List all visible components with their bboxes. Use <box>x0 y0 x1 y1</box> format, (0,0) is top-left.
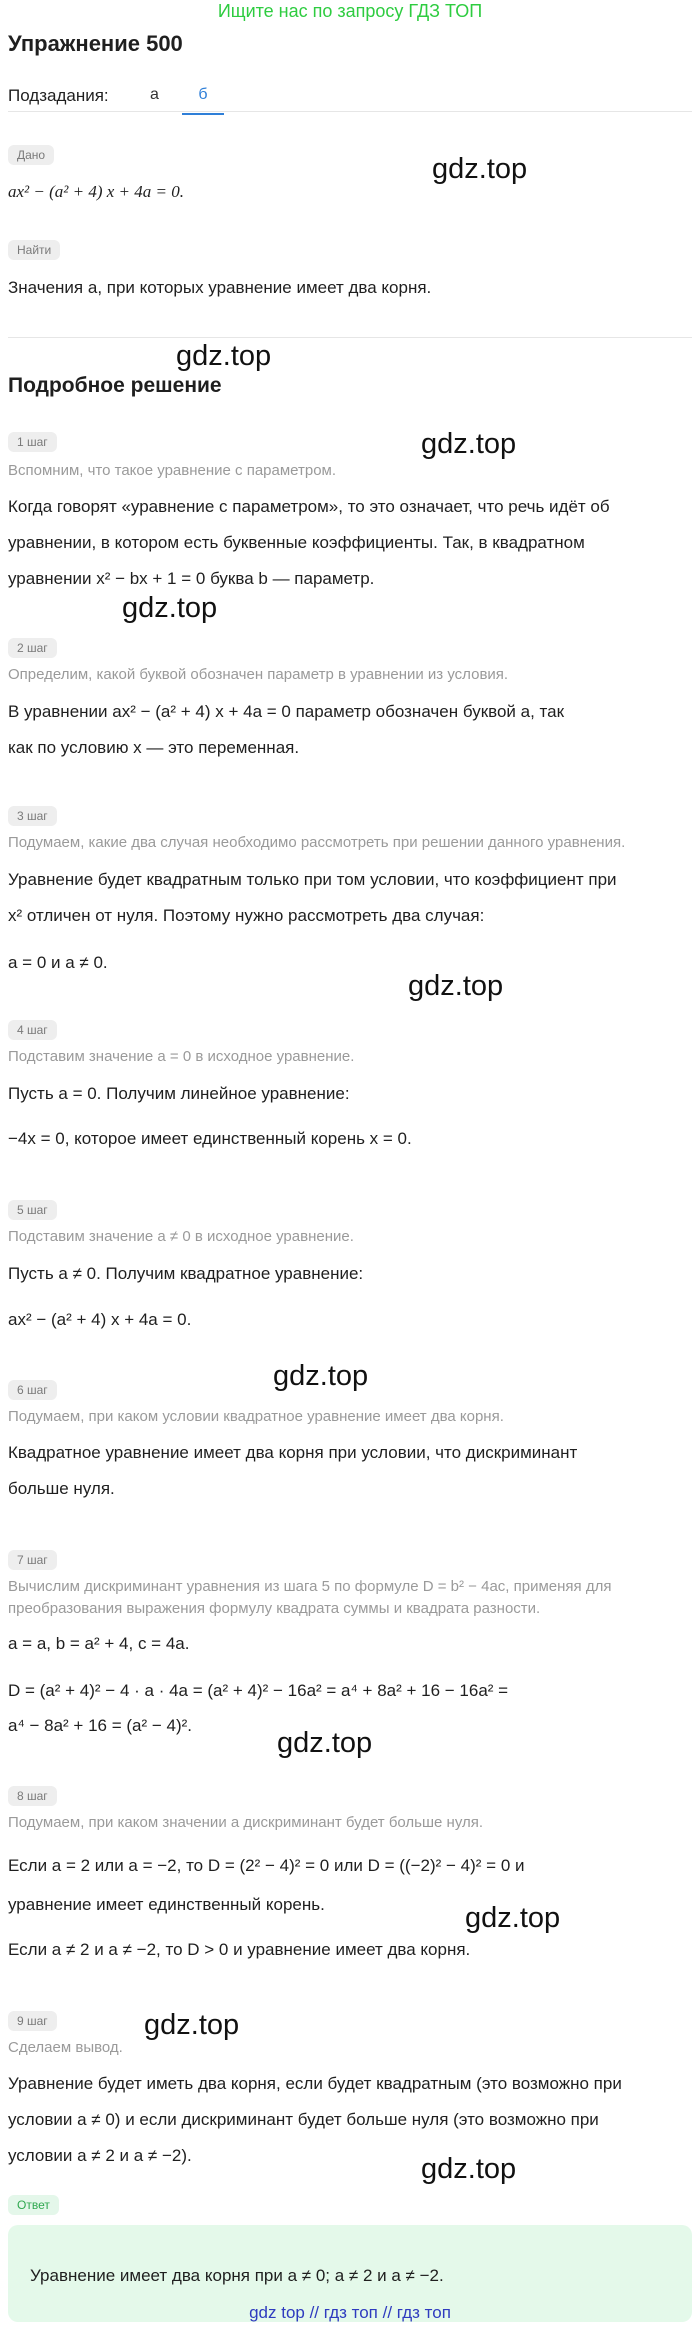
step-3-line-1: Уравнение будет квадратным только при том условии, что коэффициент при <box>8 870 617 889</box>
watermark: gdz.top <box>122 592 218 624</box>
step-8-hint: Подумаем, при каком значении a дискриминант будет больше нуля. <box>8 1814 484 1831</box>
step-9-hint: Сделаем вывод. <box>8 2039 123 2056</box>
tabs-divider <box>8 111 692 112</box>
watermark: gdz.top <box>176 340 272 372</box>
step-8-line-3: Если a ≠ 2 и a ≠ −2, то D > 0 и уравнение имеет два корня. <box>8 1940 471 1959</box>
step-1-hint: Вспомним, что такое уравнение с параметром. <box>8 462 337 479</box>
step-6-hint: Подумаем, при каком условии квадратное уравнение имеет два корня. <box>8 1408 504 1425</box>
step-8-line-1: Если a = 2 или a = −2, то D = (2² − 4)² = 0 или D = ((−2)² − 4)² = 0 и <box>8 1856 525 1875</box>
step-7-line-1: a = a, b = a² + 4, c = 4a. <box>8 1634 190 1653</box>
step-3-line-3: a = 0 и a ≠ 0. <box>8 953 108 972</box>
step-6-chip: 6 шаг <box>8 1380 57 1400</box>
step-7-hint-1: Вычислим дискриминант уравнения из шага 5 по формуле D = b² − 4ac, применяя для <box>8 1578 612 1595</box>
tab-a[interactable]: а <box>150 86 159 103</box>
step-4-line-1: Пусть a = 0. Получим линейное уравнение: <box>8 1084 350 1103</box>
step-4-hint: Подставим значение a = 0 в исходное уравнение. <box>8 1048 355 1065</box>
step-6-line-1: Квадратное уравнение имеет два корня при условии, что дискриминант <box>8 1443 578 1462</box>
given-chip: Дано <box>8 145 54 165</box>
answer-chip: Ответ <box>8 2195 59 2215</box>
step-9-chip: 9 шаг <box>8 2011 57 2031</box>
step-2-line-1: В уравнении ax² − (a² + 4) x + 4a = 0 параметр обозначен буквой a, так <box>8 702 565 721</box>
watermark: gdz.top <box>465 1902 561 1934</box>
step-8-chip: 8 шаг <box>8 1786 57 1806</box>
find-chip: Найти <box>8 240 60 260</box>
answer-text: Уравнение имеет два корня при a ≠ 0; a ≠ 2 и a ≠ −2. <box>30 2266 444 2285</box>
step-3-line-2: x² отличен от нуля. Поэтому нужно рассмотреть два случая: <box>8 906 485 925</box>
step-4-line-2: −4x = 0, которое имеет единственный корень x = 0. <box>8 1129 412 1148</box>
step-1-line-3: уравнении x² − bx + 1 = 0 буква b — параметр. <box>8 569 375 588</box>
subtasks-label: Подзадания: <box>8 86 109 105</box>
step-1-line-2: уравнении, в котором есть буквенные коэффициенты. Так, в квадратном <box>8 533 585 552</box>
step-5-line-1: Пусть a ≠ 0. Получим квадратное уравнение: <box>8 1264 364 1283</box>
top-banner[interactable]: Ищите нас по запросу ГДЗ ТОП <box>217 1 483 21</box>
step-7-hint-2: преобразования выражения формулу квадрата суммы и квадрата разности. <box>8 1600 541 1617</box>
watermark: gdz.top <box>421 2153 517 2185</box>
step-9-line-3: условии a ≠ 2 и a ≠ −2). <box>8 2146 192 2165</box>
page-title: Упражнение 500 <box>8 31 183 56</box>
step-4-chip: 4 шаг <box>8 1020 57 1040</box>
solution-heading: Подробное решение <box>8 374 222 397</box>
step-3-hint: Подумаем, какие два случая необходимо рассмотреть при решении данного уравнения. <box>8 834 626 851</box>
watermark: gdz.top <box>144 2009 240 2041</box>
watermark: gdz.top <box>421 428 517 460</box>
step-1-line-1: Когда говорят «уравнение с параметром», то это означает, что речь идёт об <box>8 497 610 516</box>
watermark: gdz.top <box>408 970 504 1002</box>
step-7-line-3: a⁴ − 8a² + 16 = (a² − 4)². <box>8 1716 193 1735</box>
step-5-chip: 5 шаг <box>8 1200 57 1220</box>
step-1-chip: 1 шаг <box>8 432 57 452</box>
tab-b[interactable]: б <box>182 86 224 115</box>
footer-links[interactable]: gdz top // гдз топ // гдз топ <box>249 2303 451 2322</box>
step-7-chip: 7 шаг <box>8 1550 57 1570</box>
step-3-chip: 3 шаг <box>8 806 57 826</box>
watermark: gdz.top <box>277 1727 373 1759</box>
step-5-hint: Подставим значение a ≠ 0 в исходное уравнение. <box>8 1228 354 1245</box>
watermark: gdz.top <box>432 153 528 185</box>
section-divider <box>8 337 692 338</box>
step-9-line-1: Уравнение будет иметь два корня, если будет квадратным (это возможно при <box>8 2074 622 2093</box>
step-9-line-2: условии a ≠ 0) и если дискриминант будет больше нуля (это возможно при <box>8 2110 599 2129</box>
step-2-hint: Определим, какой буквой обозначен параметр в уравнении из условия. <box>8 666 509 683</box>
step-2-chip: 2 шаг <box>8 638 57 658</box>
step-8-line-2: уравнение имеет единственный корень. <box>8 1895 325 1914</box>
step-2-line-2: как по условию x — это переменная. <box>8 738 300 757</box>
step-7-line-2: D = (a² + 4)² − 4 · a · 4a = (a² + 4)² − 16a² = a⁴ + 8a² + 16 − 16a² = <box>8 1681 509 1700</box>
watermark: gdz.top <box>273 1360 369 1392</box>
find-text: Значения a, при которых уравнение имеет два корня. <box>8 278 432 297</box>
step-5-line-2: ax² − (a² + 4) x + 4a = 0. <box>8 1310 192 1329</box>
given-expression: ax² − (a² + 4) x + 4a = 0. <box>8 182 184 201</box>
step-6-line-2: больше нуля. <box>8 1479 115 1498</box>
